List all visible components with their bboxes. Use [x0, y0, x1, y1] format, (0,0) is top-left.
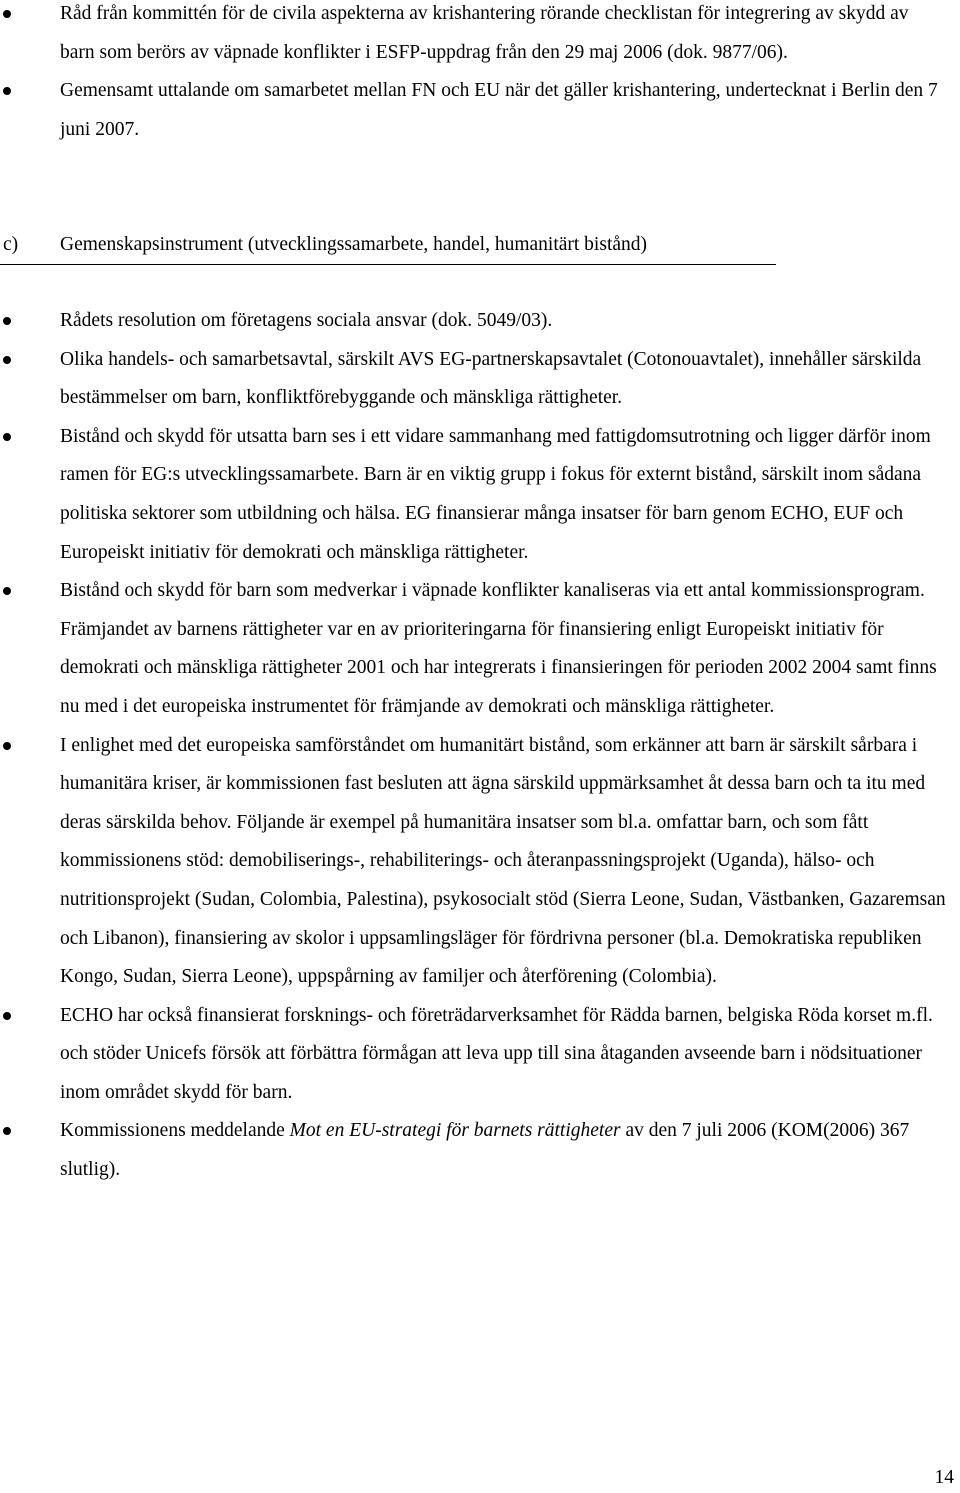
- bullet-icon: [3, 587, 11, 595]
- bullet-icon: [3, 433, 11, 441]
- list-item-text: I enlighet med det europeiska samförståndet om humanitärt bistånd, som erkänner att barn är särskilt sårbara i humanitära kriser, är kommissionen fast besluten att ägna särskild uppmärksamhet åt dessa barn och ta itu med deras särskilda behov. Följande är exempel på humanitära insatser som bl.a. omfattar barn, och som fått kommissionens stöd: demobiliserings-, rehabiliterings- och återanpassningsprojekt (Uganda), hälso- och nutritionsprojekt (Sudan, Colombia, Palestina), psykosocialt stöd (Sierra Leone, Sudan, Västbanken, Gazaremsan och Libanon), finansiering av skolor i uppsamlingsläger för fördrivna personer (bl.a. Demokratiska republiken Kongo, Sudan, Sierra Leone), uppspårning av familjer och återförening (Colombia).: [60, 734, 946, 988]
- list-item: [0, 418, 960, 572]
- bullet-icon: [3, 1012, 11, 1020]
- list-item-text: Olika handels- och samarbetsavtal, särskilt AVS EG-partnerskapsavtalet (Cotonouavtalet), innehåller särskilda bestämmelser om barn, konfliktförebyggande och mänskliga rättigheter.: [60, 348, 922, 409]
- bullet-icon: [3, 742, 11, 750]
- list-item: [0, 727, 960, 997]
- list-item: [0, 572, 960, 726]
- list-item-text-after: av den 7 juli 2006 (KOM(2006) 367 slutlig).: [60, 1120, 910, 1181]
- bullet-icon: [3, 87, 11, 95]
- page-number: 14: [934, 1467, 954, 1488]
- bullet-icon: [3, 356, 11, 364]
- bullet-icon: [3, 1127, 11, 1135]
- list-item: [0, 72, 960, 149]
- list-item-text: Gemensamt uttalande om samarbetet mellan FN och EU när det gäller krishantering, undertecknat i Berlin den 7 juni 2007.: [60, 80, 938, 140]
- list-item: [0, 0, 960, 72]
- list-item: [0, 1112, 960, 1189]
- list-item-text: Rådets resolution om företagens sociala ansvar (dok. 5049/03).: [60, 310, 553, 331]
- list-item: [0, 341, 960, 418]
- list-item-text: Bistånd och skydd för barn som medverkar i väpnade konflikter kanaliseras via ett antal kommissionsprogram. Främjandet av barnens rättigheter var en av prioriteringarna för finansiering enligt Europeiskt initiativ för demokrati och mänskliga rättigheter 2001 och har integrerats i finansieringen för perioden 2002 2004 samt finns nu med i det europeiska instrumentet för främjande av demokrati och mänskliga rättigheter.: [60, 580, 937, 717]
- bullet-icon: [3, 10, 11, 18]
- list-item-text: Bistånd och skydd för utsatta barn ses i ett vidare sammanhang med fattigdomsutrotning och ligger därför inom ramen för EG:s utvecklingssamarbete. Barn är en viktig grupp i fokus för externt bistånd, särskilt inom sådana politiska sektorer som utbildning och hälsa. EG finansierar många insatser för barn genom ECHO, EUF och Europeiskt initiativ för demokrati och mänskliga rättigheter.: [60, 425, 931, 563]
- list-item-text-before: Kommissionens meddelande: [60, 1120, 290, 1142]
- section-title: Gemenskapsinstrument (utvecklingssamarbete, handel, humanitärt bistånd): [60, 234, 648, 255]
- section-letter: c): [3, 234, 19, 255]
- list-item: [0, 302, 960, 341]
- bullet-list-top: [0, 0, 960, 149]
- bullet-list-main: [0, 302, 960, 1190]
- list-item: [0, 997, 960, 1113]
- list-item-text: ECHO har också finansierat forsknings- och företrädarverksamhet för Rädda barnen, belgiska Röda korset m.fl. och stöder Unicefs försök att förbättra förmågan att leva upp till sina åtaganden avseende barn i nödsituationer inom området skydd för barn.: [60, 1004, 933, 1103]
- communication-title: Mot en EU-strategi för barnets rättigheter: [289, 1120, 621, 1142]
- bullet-icon: [3, 317, 11, 325]
- section-heading: [0, 226, 776, 265]
- list-item-text: Råd från kommittén för de civila aspekterna av krishantering rörande checklistan för integrering av skydd av barn som berörs av väpnade konflikter i ESFP-uppdrag från den 29 maj 2006 (dok. 9877/06).: [60, 3, 909, 63]
